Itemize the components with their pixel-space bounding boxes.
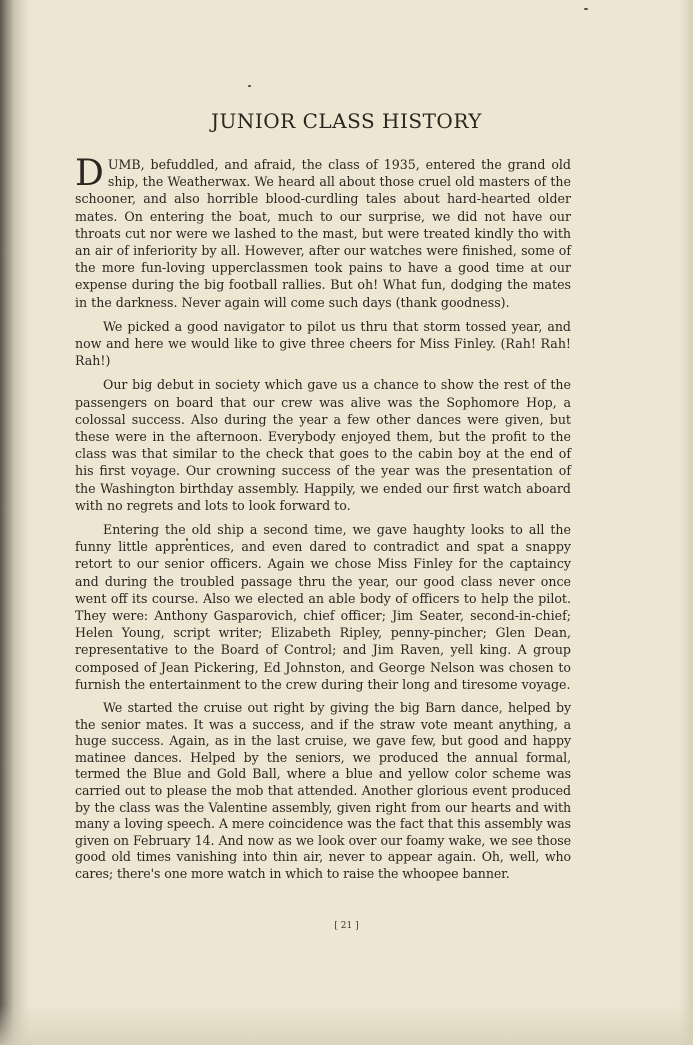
page-number: [ 21 ] xyxy=(334,921,359,931)
page-edge-shade xyxy=(679,0,693,1045)
body-text xyxy=(75,153,571,890)
paragraph-4: Entering the old ship a second time, we gave haughty looks to all the funny little apprentices, and even dared to contradict and spat a snappy retort to our senior officers. Again we chose Miss Finley for the captaincy and during the troubled passage thru the year, our good class never once went off its course. Also we elected an able body of officers to help the pilot. They were: Anthony Gasparovich, chief officer; Jim Seater, second-in-chief; Helen Young, script writer; Elizabeth Ripley, penny-pincher; Glen Dean, representative to the Board of Control; and Jim Raven, yell king. A group composed of Jean Pickering, Ed Johnston, and George Nelson was chosen to furnish the entertainment to the crew during their long and tiresome voyage. xyxy=(75,522,571,692)
speck-mark xyxy=(248,85,251,87)
page-title: JUNIOR CLASS HISTORY xyxy=(211,109,482,133)
paragraph-3: Our big debut in society which gave us a chance to show the rest of the passengers on board that our crew was alive was the Sophomore Hop, a colossal success. Also during the year a few other dances were given, but these were in the afternoon. Everybody enjoyed them, but the profit to the class was that similar to the check that goes to the cabin boy at the end of his first voyage. Our crowning success of the year was the presentation of the Washington birthday assembly. Happily, we ended our first watch aboard with no regrets and lots to look forward to. xyxy=(75,377,571,513)
paragraph-5: We started the cruise out right by giving the big Barn dance, helped by the senior mates. It was a success, and if the straw vote meant anything, a huge success. Again, as in the last cruise, we gave few, but good and happy matinee dances. Helped by the seniors, we produced the annual formal, termed the Blue and Gold Ball, where a blue and yellow color scheme was carried out to please the mob that attended. Another glorious event produced by the class was the Valentine assembly, given right from our hearts and with many a loving speech. A mere coincidence was the fact that this assembly was given on February 14. And now as we look over our foamy wake, we see those good old times vanishing into thin air, never to appear again. Oh, well, who cares; there's one more watch in which to raise the whoopee banner. xyxy=(75,700,571,882)
drop-cap-initial: D xyxy=(75,153,104,194)
paragraph-1-text: UMB, befuddled, and afraid, the class of 1935, entered the grand old ship, the Weatherwax. We heard all about those cruel old masters of the schooner, and also horrible blood-curdling tales about hard-hearted older mates. On entering the boat, much to our surprise, we did not have our throats cut nor were we lashed to the mast, but were treated kindly tho with an air of inferiority by all. However, after our watches were finished, some of the more fun-loving upperclassmen took pains to have a good time at our expense during the big football rallies. But oh! What fun, dodging the mates in the darkness. Never again will come such days (thank goodness). xyxy=(75,157,571,310)
paragraph-1 xyxy=(75,153,571,311)
paragraph-2: We picked a good navigator to pilot us thru that storm tossed year, and now and here we would like to give three cheers for Miss Finley. (Rah! Rah! Rah!) xyxy=(75,318,571,369)
page-bottom-shade xyxy=(0,1005,693,1045)
speck-mark xyxy=(584,8,588,10)
book-binding-shadow xyxy=(0,0,30,1045)
